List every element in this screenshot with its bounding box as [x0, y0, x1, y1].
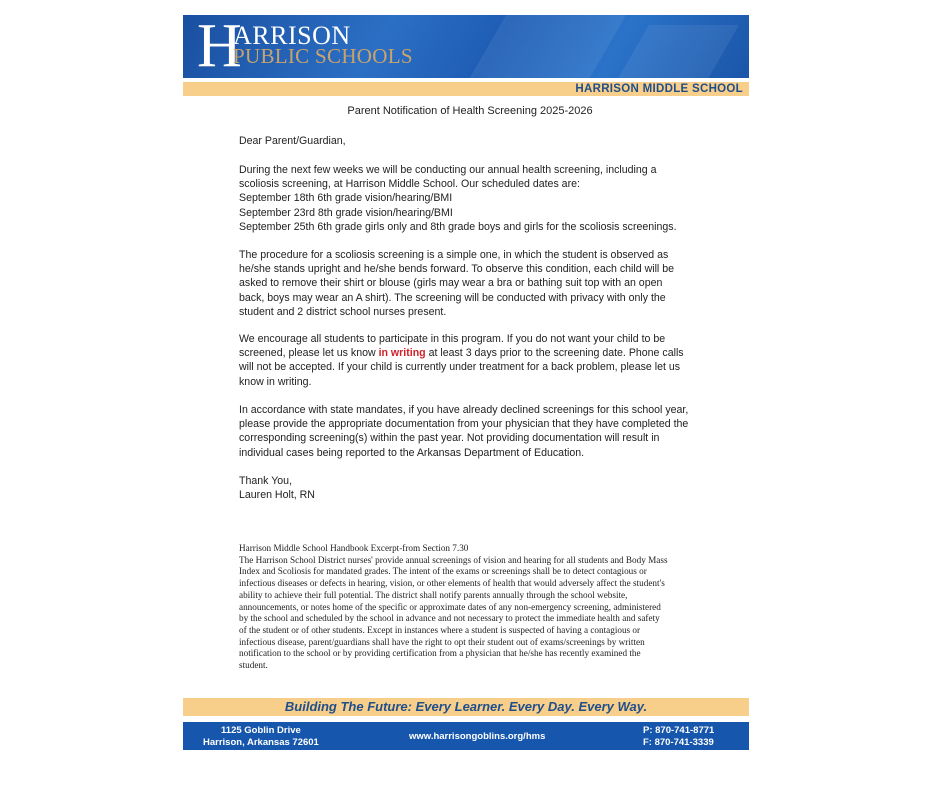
text: screened, please let us know — [239, 347, 379, 360]
line: infectious diseases or defects in hearing, vision, or other elements of health that would adversely affect the student's — [239, 578, 665, 589]
line: During the next few weeks we will be conducting our annual health screening, including a — [239, 164, 657, 176]
line: student. — [239, 660, 268, 671]
line: will not be accepted. If your child is currently under treatment for a back problem, please let us — [239, 361, 681, 374]
phone-fax — [643, 725, 714, 749]
line: The Harrison School District nurses' provide annual screenings of vision and hearing for all students and Body Mass — [239, 554, 668, 565]
line: please provide the appropriate documentation from your physician that they have completed the — [239, 418, 689, 431]
address-line: Harrison, Arkansas 72601 — [203, 737, 319, 748]
line: In accordance with state mandates, if you have already declined screenings for this school year, — [239, 404, 689, 416]
text: at least 3 days prior to the screening date. Phone calls — [425, 347, 684, 360]
line: notification to the school or by providing certification from a physician that he/she has recently examined the — [239, 648, 641, 659]
address — [203, 725, 319, 749]
line: September 23rd 8th grade vision/hearing/BMI — [239, 206, 453, 219]
address-line: 1125 Goblin Drive — [221, 725, 301, 736]
paragraph-procedure — [239, 248, 674, 319]
phone: P: 870-741-8771 — [643, 725, 715, 736]
logo-initial: H — [197, 15, 242, 78]
line: The procedure for a scoliosis screening is a simple one, in which the student is observed as — [239, 249, 669, 261]
line: Index and Scoliosis for mandated grades. The intent of the exams or screenings shall be to detect contagious or — [239, 566, 647, 577]
sign-off: Thank You, — [239, 475, 293, 487]
line: back, boys may wear an A shirt). The screening will be conducted with privacy with only the — [239, 291, 666, 304]
line: We encourage all students to participate in this program. If you do not want your child to be — [239, 333, 666, 345]
fax: F: 870-741-3339 — [643, 737, 714, 748]
line: September 18th 6th grade vision/hearing/BMI — [239, 192, 453, 205]
paragraph-opt-out — [239, 332, 684, 389]
header-banner — [183, 15, 749, 78]
document-title: Parent Notification of Health Screening 2025-2026 — [347, 105, 593, 117]
paragraph-schedule — [239, 163, 677, 234]
line: ability to achieve their full potential. The district shall notify parents annually through the school website, — [239, 589, 628, 600]
line: student and 2 district school nurses present. — [239, 305, 447, 318]
line: announcements, or notes home of the specific or approximate dates of any non-emergency screening, administered — [239, 601, 661, 612]
website-link[interactable]: www.harrisongoblins.org/hms — [409, 731, 546, 742]
line: asked to remove their shirt or blouse (girls may wear a bra or bathing suit top with an open — [239, 277, 663, 290]
excerpt-heading: Harrison Middle School Handbook Excerpt-from Section 7.30 — [239, 543, 469, 553]
line: September 25th 6th grade girls only and 8th grade boys and girls for the scoliosis screenings. — [239, 220, 677, 233]
logo-line2: PUBLIC SCHOOLS — [233, 44, 413, 68]
school-bar — [183, 82, 749, 96]
handbook-excerpt — [239, 543, 668, 672]
paragraph-mandates — [239, 403, 688, 460]
footer-slogan: Building The Future: Every Learner. Every Day. Every Way. — [183, 698, 749, 716]
closing — [239, 474, 315, 502]
line: infectious disease, parent/guardians shall have the right to opt their student out of exams/screenings by written — [239, 636, 645, 647]
line: know in writing. — [239, 375, 312, 388]
logo-line1: ARRISON — [233, 21, 351, 50]
greeting: Dear Parent/Guardian, — [239, 135, 346, 147]
line: scoliosis screening, at Harrison Middle School. Our scheduled dates are: — [239, 178, 580, 191]
line: he/she stands upright and he/she bends forward. To observe this condition, each child will be — [239, 263, 675, 276]
line: individual cases being reported to the Arkansas Department of Education. — [239, 446, 585, 459]
line: of the student or of other students. Except in instances where a student is suspected of having a contagious or — [239, 624, 641, 635]
line: corresponding screening(s) within the past year. Not providing documentation will result in — [239, 432, 660, 445]
signature-name: Lauren Holt, RN — [239, 489, 315, 502]
line: by the school and scheduled by the school in advance and not necessary to protect the immediate health and safety — [239, 613, 660, 624]
school-name: HARRISON MIDDLE SCHOOL — [575, 83, 743, 95]
line — [239, 346, 684, 360]
footer-contact-bar — [183, 722, 749, 750]
emphasis-in-writing: in writing — [378, 347, 426, 360]
